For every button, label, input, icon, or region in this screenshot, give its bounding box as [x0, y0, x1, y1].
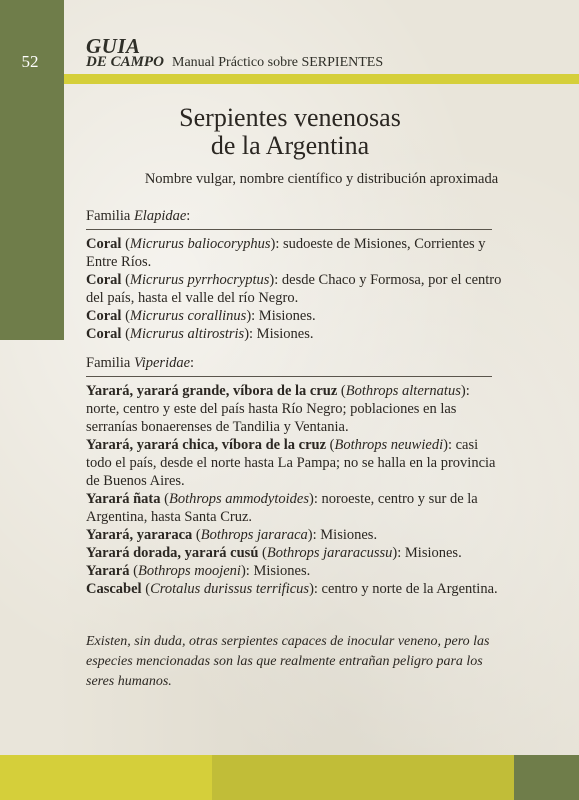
page-title-line2: de la Argentina	[210, 131, 370, 160]
species-entry: Yarará, yarará grande, víbora de la cruz (Bothrops alternatus): norte, centro y este del país hasta Río Negro; poblaciones en las serranías bonaerenses de Tandilia y Ventania.	[86, 383, 470, 435]
common-name: Coral	[86, 326, 122, 342]
page-number: 52	[21, 52, 39, 71]
scientific-name: Micrurus baliocoryphus	[129, 236, 271, 252]
species-entry: Coral (Micrurus baliocoryphus): sudoeste de Misiones, Corrientes y Entre Ríos.	[86, 236, 486, 270]
common-name: Yarará	[86, 563, 130, 579]
species-entry: Coral (Micrurus pyrrhocryptus): desde Chaco y Formosa, por el centro del país, hasta el valle del río Negro.	[86, 272, 502, 306]
common-name: Cascabel	[86, 581, 142, 597]
viperidae-list	[86, 382, 506, 598]
species-entry: Cascabel (Crotalus durissus terrificus): centro y norte de la Argentina.	[86, 581, 498, 597]
page-title-line1: Serpientes venenosas	[179, 103, 401, 132]
species-entry: Yarará dorada, yarará cusú (Bothrops jararacussu): Misiones.	[86, 545, 462, 561]
species-entry: Yarará (Bothrops moojeni): Misiones.	[86, 563, 311, 579]
scientific-name: Micrurus altirostris	[129, 326, 245, 342]
header-subtitle: Manual Práctico sobre SERPIENTES	[172, 55, 384, 70]
elapidae-list	[86, 235, 506, 343]
distribution: : desde Chaco y Formosa, por el centro del país, hasta el valle del río Negro.	[86, 272, 502, 306]
species-entry: Yarará, yararaca (Bothrops jararaca): Misiones.	[86, 527, 378, 543]
distribution: : casi todo el país, desde el norte hasta La Pampa; no se halla en la provincia de Buenos Aires.	[86, 437, 496, 489]
distribution: : norte, centro y este del país hasta Río Negro; poblaciones en las serranías bonaerenses de Tandilia y Ventania.	[86, 383, 470, 435]
footer-band-lime-left	[0, 755, 212, 800]
species-entry: Coral (Micrurus corallinus): Misiones.	[86, 308, 316, 324]
scientific-name: Bothrops jararaca	[200, 527, 308, 543]
family-suffix: :	[190, 355, 195, 371]
scientific-name: Bothrops neuwiedi	[334, 437, 444, 453]
species-entry: Coral (Micrurus altirostris): Misiones.	[86, 326, 314, 342]
common-name: Yarará, yararaca	[86, 527, 193, 543]
scientific-name: Micrurus corallinus	[129, 308, 247, 324]
family-heading-viperidae	[86, 355, 194, 372]
scientific-name: Bothrops alternatus	[345, 383, 461, 399]
family-divider	[86, 376, 492, 377]
distribution: : Misiones.	[249, 326, 314, 342]
family-suffix: :	[186, 208, 191, 224]
family-heading-elapidae	[86, 208, 190, 225]
guide-logo-de-campo: DE CAMPO	[86, 54, 164, 70]
common-name: Yarará, yarará grande, víbora de la cruz	[86, 383, 338, 399]
distribution: : Misiones.	[397, 545, 462, 561]
family-name: Viperidae	[133, 355, 191, 371]
lead-text: Nombre vulgar, nombre científico y distribución aproximada	[144, 171, 499, 187]
family-prefix: Familia	[86, 355, 134, 371]
common-name: Coral	[86, 236, 122, 252]
common-name: Coral	[86, 308, 122, 324]
footer-band-mid	[212, 755, 514, 800]
header-stripe	[64, 74, 579, 84]
side-color-bar	[0, 0, 64, 340]
scientific-name: Bothrops moojeni	[137, 563, 241, 579]
distribution: : noroeste, centro y sur de la Argentina, hasta Santa Cruz.	[86, 491, 478, 525]
scientific-name: Micrurus pyrrhocryptus	[129, 272, 270, 288]
distribution: : centro y norte de la Argentina.	[313, 581, 498, 597]
species-entry: Yarará, yarará chica, víbora de la cruz (Bothrops neuwiedi): casi todo el país, desde el norte hasta La Pampa; no se halla en la provincia de Buenos Aires.	[86, 437, 496, 489]
family-prefix: Familia	[86, 208, 134, 224]
family-name: Elapidae	[133, 208, 187, 224]
closing-note: Existen, sin duda, otras serpientes capaces de inocular veneno, pero las especies mencionadas son las que realmente entrañan peligro para los seres humanos.	[86, 634, 490, 689]
distribution: : Misiones.	[245, 563, 311, 579]
distribution: : Misiones.	[251, 308, 316, 324]
species-entry: Yarará ñata (Bothrops ammodytoides): noroeste, centro y sur de la Argentina, hasta Santa Cruz.	[86, 491, 478, 525]
family-divider	[86, 229, 492, 230]
common-name: Yarará, yarará chica, víbora de la cruz	[86, 437, 327, 453]
guide-logo-guia: GUIA	[86, 34, 141, 58]
distribution: : Misiones.	[312, 527, 378, 543]
scientific-name: Crotalus durissus terrificus	[150, 581, 310, 597]
distribution: : sudoeste de Misiones, Corrientes y Entre Ríos.	[86, 236, 486, 270]
scientific-name: Bothrops jararacussu	[266, 545, 393, 561]
footer-band-olive	[514, 755, 579, 800]
common-name: Yarará dorada, yarará cusú	[86, 545, 259, 561]
common-name: Coral	[86, 272, 122, 288]
scientific-name: Bothrops ammodytoides	[168, 491, 310, 507]
common-name: Yarará ñata	[86, 491, 161, 507]
